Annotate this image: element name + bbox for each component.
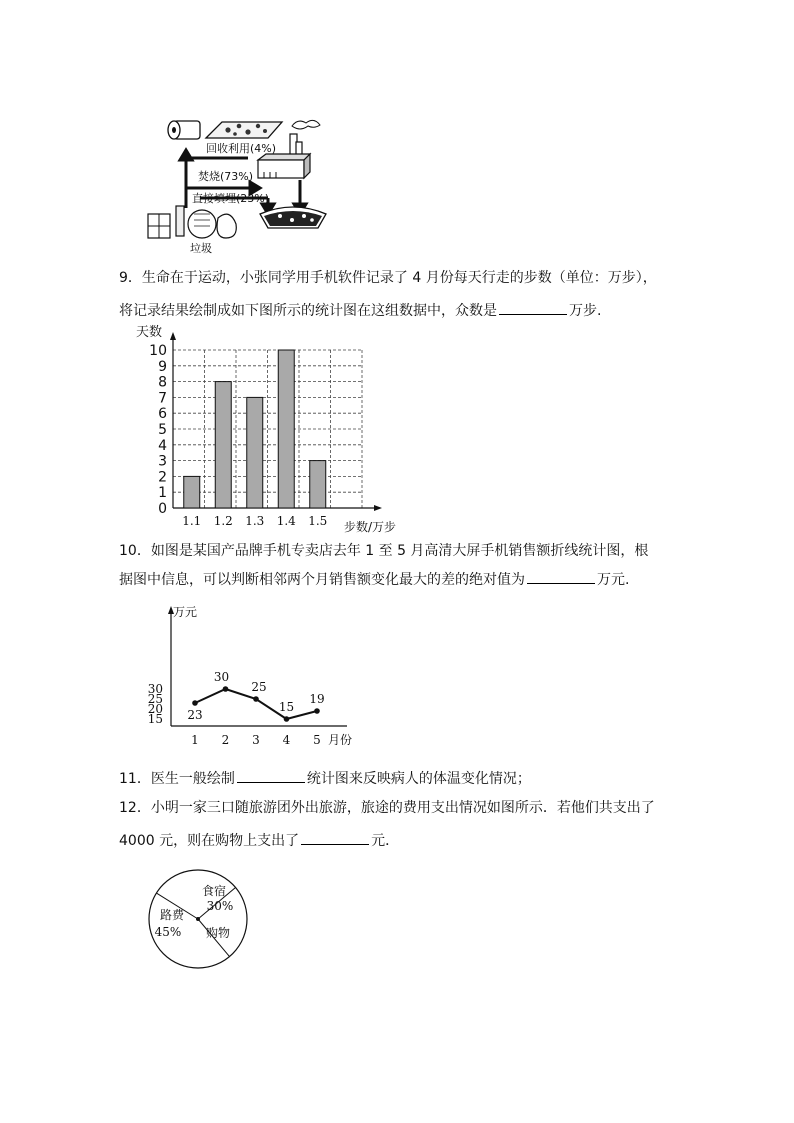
y-tick-label: 9 [158,358,167,375]
x-tick-label: 1.3 [245,514,265,528]
garbage-label: 垃圾 [190,242,212,255]
q10-line2 [119,569,629,590]
q9-text-after: 万步. [569,303,602,319]
bar [184,476,200,508]
y-axis-arrow [170,332,176,340]
bar [215,382,231,508]
pie-slice-label: 路费 [159,908,185,922]
y-tick-label: 4 [158,437,167,454]
x-tick-label: 1.1 [182,514,202,528]
q12-text-after: 元． [371,833,400,849]
y-tick-label: 1 [158,485,167,502]
x-tick-label: 5 [313,733,321,747]
q10-text-before: 据图中信息，可以判断相邻两个月销售额变化最大的差的绝对值为 [119,572,525,588]
ash-basket-icon [260,207,326,228]
q9-line2 [119,300,601,321]
q9-text-before: 将记录结果绘制成如下图所示的统计图在这组数据中，众数是 [119,303,497,319]
y-tick-label: 20 [147,702,163,716]
data-point [253,696,259,702]
x-axis-arrow [374,505,382,511]
recycle-label: 回收利用(4%) [206,142,277,155]
data-label: 15 [278,700,295,714]
bar [247,397,263,508]
pie-slice-percent: 45% [154,925,182,939]
y-tick-label: 5 [158,422,167,438]
bar [310,461,326,508]
pie-slice-percent: 30% [206,899,234,913]
garbage-items-icon [148,206,236,238]
x-tick-label: 1 [191,733,199,747]
x-tick-label: 3 [252,733,260,747]
q11-text-after: 统计图来反映病人的体温变化情况； [306,771,531,787]
q9-line1: 9．生命在于运动，小张同学用手机软件记录了 4 月份每天行走的步数（单位：万步）， [119,270,657,286]
q11-text-before: 11．医生一般绘制 [119,771,235,787]
pie-slice-label: 食宿 [201,884,227,898]
q10-line1: 10．如图是某国产品牌手机专卖店去年 1 至 5 月高清大屏手机销售额折线统计图，根 [119,543,649,559]
q12-line1: 12．小明一家三口随旅游团外出旅游，旅途的费用支出情况如图所示．若他们共支出了 [119,800,655,816]
y-tick-label: 0 [158,501,167,517]
paper-roll-icon [168,121,200,139]
bar [278,350,294,508]
pie-center [196,917,200,921]
y-tick-label: 15 [147,712,163,726]
burn-label: 焚烧(73%) [198,170,254,183]
x-tick-label: 1.5 [308,514,328,528]
y-tick-label: 25 [147,692,163,706]
q12-text-before: 4000 元，则在购物上支出了 [119,833,300,849]
travel-cost-pie-chart [146,867,250,971]
q11-answer-blank[interactable] [237,768,305,783]
q12-line2 [119,830,399,851]
y-tick-label: 6 [158,406,167,423]
q12-answer-blank[interactable] [301,830,369,845]
data-label: 19 [309,692,325,706]
x-tick-label: 2 [221,733,230,747]
waste-diagram [140,116,340,258]
q10-answer-blank[interactable] [527,569,595,584]
data-label: 25 [251,680,267,694]
data-point [284,716,290,722]
steps-bar-chart [128,322,428,534]
y-axis-label: 万元 [173,605,198,619]
x-axis-label: 步数/万步 [344,520,397,534]
data-point [192,700,198,706]
x-tick-label: 4 [282,733,291,747]
data-point [223,686,229,692]
recycled-slab-icon [206,122,282,138]
landfill-label: 直接填埋(23%) [192,192,270,205]
y-tick-label: 2 [158,469,167,486]
q9-answer-blank[interactable] [499,300,567,315]
sales-line-chart [142,602,367,750]
y-tick-label: 30 [147,682,163,696]
data-label: 30 [213,670,230,684]
y-axis-label: 天数 [136,325,163,340]
x-tick-label: 1.2 [213,514,233,528]
y-tick-label: 7 [158,390,167,407]
data-label: 23 [187,708,203,722]
x-tick-label: 1.4 [276,514,296,528]
q10-text-after: 万元. [597,572,630,588]
pie-slice-label: 购物 [205,926,231,940]
data-point [314,708,320,714]
y-tick-label: 8 [158,374,167,391]
x-axis-label: 月份 [328,733,353,747]
q11-line [119,768,531,789]
y-tick-label: 3 [158,453,167,470]
y-tick-label: 10 [149,343,167,359]
